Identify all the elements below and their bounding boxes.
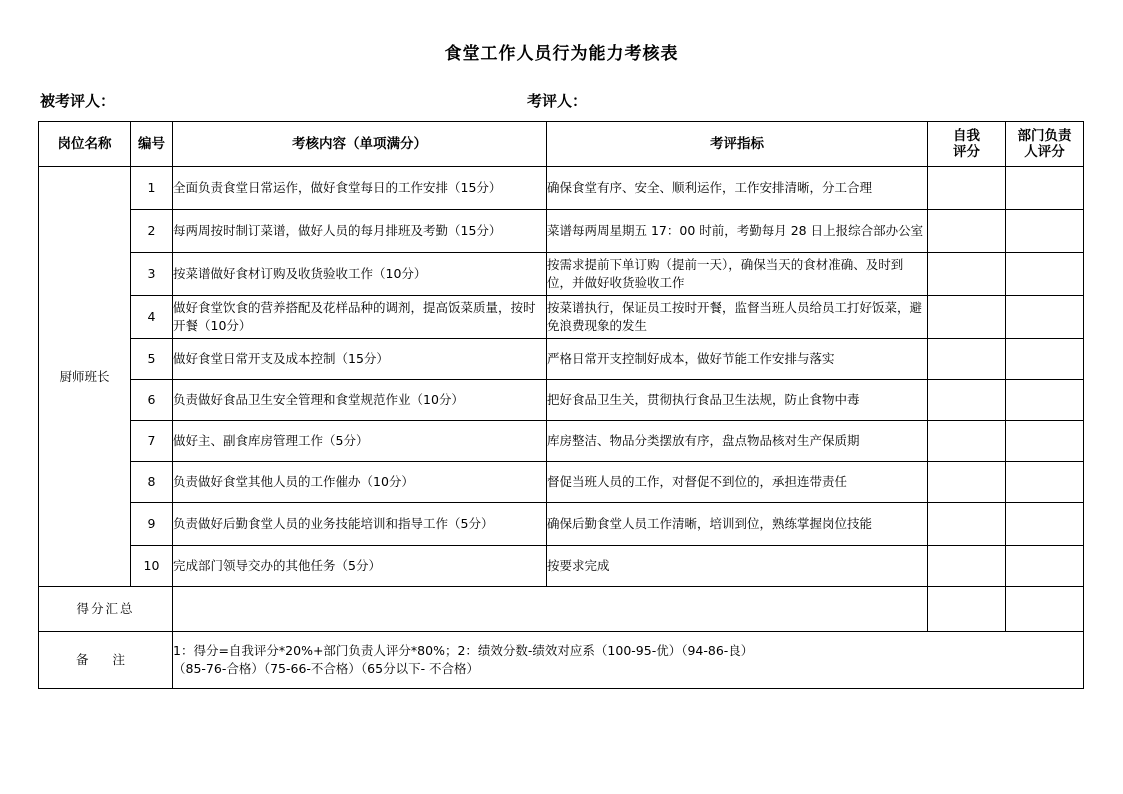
header-self-score-line1: 自我 xyxy=(953,127,980,144)
row-self-score[interactable] xyxy=(928,167,1006,210)
row-metric: 按菜谱执行，保证员工按时开餐，监督当班人员给员工打好饭菜，避免浪费现象的发生 xyxy=(547,296,928,339)
row-self-score[interactable] xyxy=(928,421,1006,462)
assessor-label: 考评人： xyxy=(527,92,588,111)
row-manager-score[interactable] xyxy=(1006,462,1084,503)
row-content: 做好食堂日常开支及成本控制（15分） xyxy=(173,339,547,380)
row-self-score[interactable] xyxy=(928,546,1006,587)
row-metric: 确保食堂有序、安全、顺利运作，工作安排清晰，分工合理 xyxy=(547,167,928,210)
row-metric: 按要求完成 xyxy=(547,546,928,587)
row-self-score[interactable] xyxy=(928,462,1006,503)
row-self-score[interactable] xyxy=(928,503,1006,546)
row-self-score[interactable] xyxy=(928,339,1006,380)
table-row xyxy=(39,546,1084,587)
table-header-row xyxy=(39,122,1084,167)
header-manager-score-line2: 人评分 xyxy=(1024,144,1065,161)
row-content: 做好主、副食库房管理工作（5分） xyxy=(173,421,547,462)
header-metric: 考评指标 xyxy=(547,122,928,167)
score-summary-row xyxy=(39,587,1084,632)
remark-label: 备 注 xyxy=(39,632,173,689)
table-row xyxy=(39,210,1084,253)
row-no: 2 xyxy=(131,210,173,253)
meta-row xyxy=(0,64,1123,121)
header-self-score-line2: 评分 xyxy=(953,144,980,161)
row-metric: 库房整洁、物品分类摆放有序，盘点物品核对生产保质期 xyxy=(547,421,928,462)
row-no: 8 xyxy=(131,462,173,503)
row-manager-score[interactable] xyxy=(1006,380,1084,421)
row-no: 3 xyxy=(131,253,173,296)
header-no: 编号 xyxy=(131,122,173,167)
score-summary-value[interactable] xyxy=(173,587,928,632)
row-self-score[interactable] xyxy=(928,210,1006,253)
remark-line-2: （85-76-合格）（75-66-不合格）（65分以下- 不合格） xyxy=(173,661,480,677)
remark-line-1: 1：得分=自我评分*20%+部门负责人评分*80%；2：绩效分数-绩效对应系（100-95-优）（94-86-良） xyxy=(173,643,754,659)
row-metric: 按需求提前下单订购（提前一天），确保当天的食材准确、及时到位，并做好收货验收工作 xyxy=(547,253,928,296)
table-row xyxy=(39,167,1084,210)
table-row xyxy=(39,421,1084,462)
row-content: 做好食堂饮食的营养搭配及花样品种的调剂，提高饭菜质量，按时开餐（10分） xyxy=(173,296,547,339)
summary-manager-score[interactable] xyxy=(1006,587,1084,632)
row-metric: 督促当班人员的工作，对督促不到位的，承担连带责任 xyxy=(547,462,928,503)
summary-self-score[interactable] xyxy=(928,587,1006,632)
row-manager-score[interactable] xyxy=(1006,210,1084,253)
header-manager-score xyxy=(1006,122,1084,167)
row-content: 负责做好后勤食堂人员的业务技能培训和指导工作（5分） xyxy=(173,503,547,546)
header-content: 考核内容（单项满分） xyxy=(173,122,547,167)
row-no: 6 xyxy=(131,380,173,421)
row-self-score[interactable] xyxy=(928,380,1006,421)
row-manager-score[interactable] xyxy=(1006,296,1084,339)
row-manager-score[interactable] xyxy=(1006,339,1084,380)
header-manager-score-line1: 部门负责 xyxy=(1017,127,1072,144)
row-metric: 严格日常开支控制好成本，做好节能工作安排与落实 xyxy=(547,339,928,380)
row-manager-score[interactable] xyxy=(1006,546,1084,587)
table-row xyxy=(39,296,1084,339)
table-row xyxy=(39,380,1084,421)
row-self-score[interactable] xyxy=(928,296,1006,339)
score-summary-label: 得分汇总 xyxy=(39,587,173,632)
table-row xyxy=(39,462,1084,503)
table-row xyxy=(39,503,1084,546)
row-content: 负责做好食堂其他人员的工作催办（10分） xyxy=(173,462,547,503)
assessment-table xyxy=(38,121,1084,689)
row-content: 全面负责食堂日常运作，做好食堂每日的工作安排（15分） xyxy=(173,167,547,210)
post-name-cell: 厨师班长 xyxy=(39,167,131,587)
table-row xyxy=(39,339,1084,380)
remark-row xyxy=(39,632,1084,689)
row-content: 每两周按时制订菜谱，做好人员的每月排班及考勤（15分） xyxy=(173,210,547,253)
table-row xyxy=(39,253,1084,296)
header-self-score xyxy=(928,122,1006,167)
remark-body xyxy=(173,632,1084,689)
row-no: 10 xyxy=(131,546,173,587)
row-metric: 确保后勤食堂人员工作清晰，培训到位，熟练掌握岗位技能 xyxy=(547,503,928,546)
row-self-score[interactable] xyxy=(928,253,1006,296)
row-content: 负责做好食品卫生安全管理和食堂规范作业（10分） xyxy=(173,380,547,421)
page-title: 食堂工作人员行为能力考核表 xyxy=(444,44,679,64)
row-no: 9 xyxy=(131,503,173,546)
assessee-label: 被考评人： xyxy=(40,92,116,111)
row-no: 5 xyxy=(131,339,173,380)
row-no: 4 xyxy=(131,296,173,339)
row-no: 1 xyxy=(131,167,173,210)
row-metric: 把好食品卫生关，贯彻执行食品卫生法规，防止食物中毒 xyxy=(547,380,928,421)
row-no: 7 xyxy=(131,421,173,462)
row-content: 按菜谱做好食材订购及收货验收工作（10分） xyxy=(173,253,547,296)
row-manager-score[interactable] xyxy=(1006,421,1084,462)
row-manager-score[interactable] xyxy=(1006,503,1084,546)
header-post: 岗位名称 xyxy=(39,122,131,167)
row-manager-score[interactable] xyxy=(1006,253,1084,296)
row-manager-score[interactable] xyxy=(1006,167,1084,210)
row-metric: 菜谱每两周星期五 17：00 时前，考勤每月 28 日上报综合部办公室 xyxy=(547,210,928,253)
row-content: 完成部门领导交办的其他任务（5分） xyxy=(173,546,547,587)
